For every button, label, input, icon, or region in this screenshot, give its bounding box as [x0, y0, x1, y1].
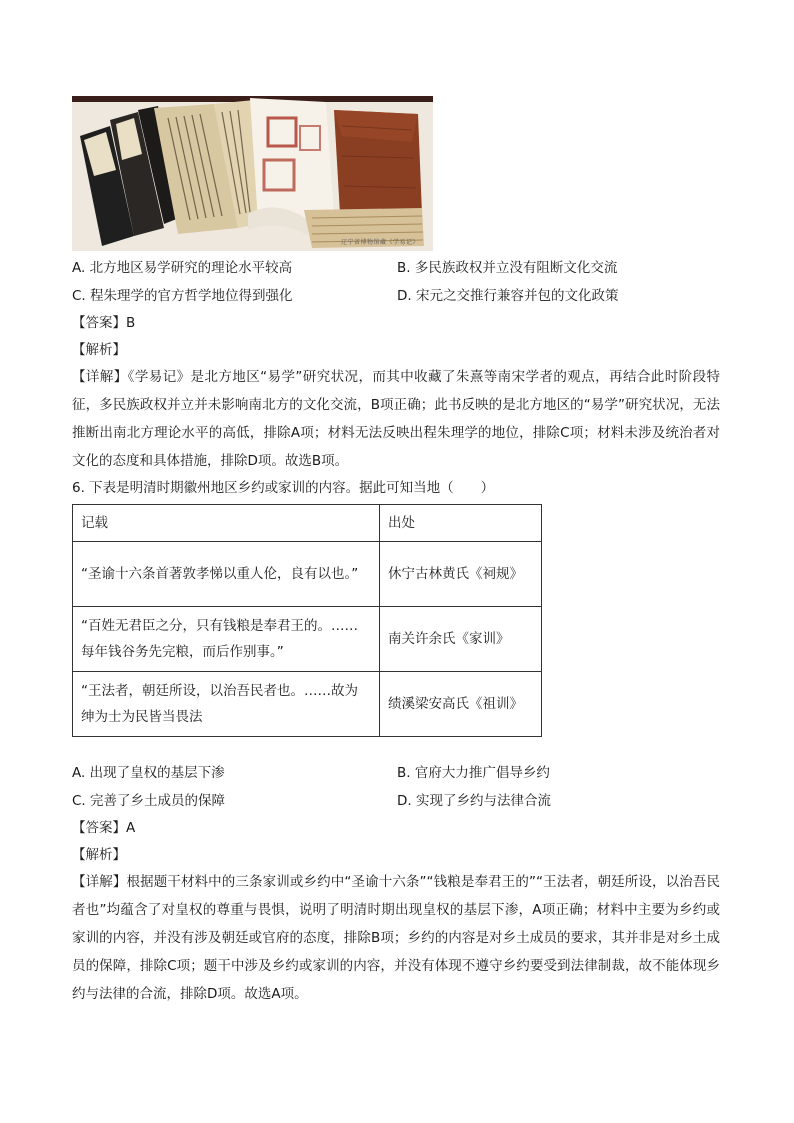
table-cell-source: 绩溪梁安高氏《祖训》 — [380, 672, 542, 737]
q6-detail: 【详解】根据题干材料中的三条家训或乡约中“圣谕十六条”“钱粮是奉君王的”“王法者，朝廷所设，以治吾民者也”均蕴含了对皇权的尊重与畏惧，说明了明清时期出现皇权的基层下渗，A项正确；材料中主要为乡约或家训的内容，并没有涉及朝廷或官府的态度，排除B项；乡约的内容是对乡土成员的要求，其并非是对乡土成员的保障，排除C项；题干中涉及乡约或家训的内容，并没有体现不遵守乡约要受到法律制裁，故不能体现乡约与法律的合流，排除D项。故选A项。 — [72, 874, 720, 1002]
q5-analysis-label: 【解析】 — [72, 342, 126, 358]
table-row — [73, 607, 542, 672]
q6-stem: 6. 下表是明清时期徽州地区乡约或家训的内容。据此可知当地（ ） — [72, 480, 495, 496]
q5-detail: 【详解】《学易记》是北方地区“易学”研究状况，而其中收藏了朱熹等南宋学者的观点，再结合此时阶段特征，多民族政权并立并未影响南北方的文化交流，B项正确；此书反映的是北方地区的“易学”研究状况，无法推断出南北方理论水平的高低，排除A项；材料无法反映出程朱理学的地位，排除C项；材料未涉及统治者对文化的态度和具体措施，排除D项。故选B项。 — [72, 369, 720, 469]
books-illustration — [72, 96, 433, 251]
table-header-row — [73, 505, 542, 542]
q5-option-c: C. 程朱理学的官方哲学地位得到强化 — [72, 288, 293, 304]
photo-caption: 辽宁省博物馆藏《学易记》 — [340, 239, 419, 246]
source-table — [72, 504, 542, 737]
table-cell-record: “百姓无君臣之分，只有钱粮是奉君王的。……每年钱谷务先完粮，而后作别事。” — [73, 607, 380, 672]
q6-analysis-label: 【解析】 — [72, 847, 126, 863]
q5-option-b: B. 多民族政权并立没有阻断文化交流 — [397, 260, 618, 276]
q6-option-d: D. 实现了乡约与法律合流 — [397, 793, 551, 809]
table-row — [73, 542, 542, 607]
q5-answer: 【答案】B — [72, 315, 136, 331]
q6-option-c: C. 完善了乡土成员的保障 — [72, 793, 226, 809]
table-cell-record: “王法者，朝廷所设，以治吾民者也。……故为绅为士为民皆当畏法 — [73, 672, 380, 737]
ancient-books-photo — [72, 96, 433, 251]
q6-option-b: B. 官府大力推广倡导乡约 — [397, 765, 550, 781]
q6-option-a: A. 出现了皇权的基层下渗 — [72, 765, 225, 781]
table-row — [73, 672, 542, 737]
q6-answer: 【答案】A — [72, 820, 136, 836]
table-cell-source: 休宁古林黄氏《祠规》 — [380, 542, 542, 607]
q5-option-d: D. 宋元之交推行兼容并包的文化政策 — [397, 288, 619, 304]
table-header-source: 出处 — [380, 505, 542, 542]
q5-option-a: A. 北方地区易学研究的理论水平较高 — [72, 260, 293, 276]
table-header-record: 记载 — [73, 505, 380, 542]
table-cell-record: “圣谕十六条首著敦孝悌以重人伦，良有以也。” — [73, 542, 380, 607]
table-cell-source: 南关许余氏《家训》 — [380, 607, 542, 672]
